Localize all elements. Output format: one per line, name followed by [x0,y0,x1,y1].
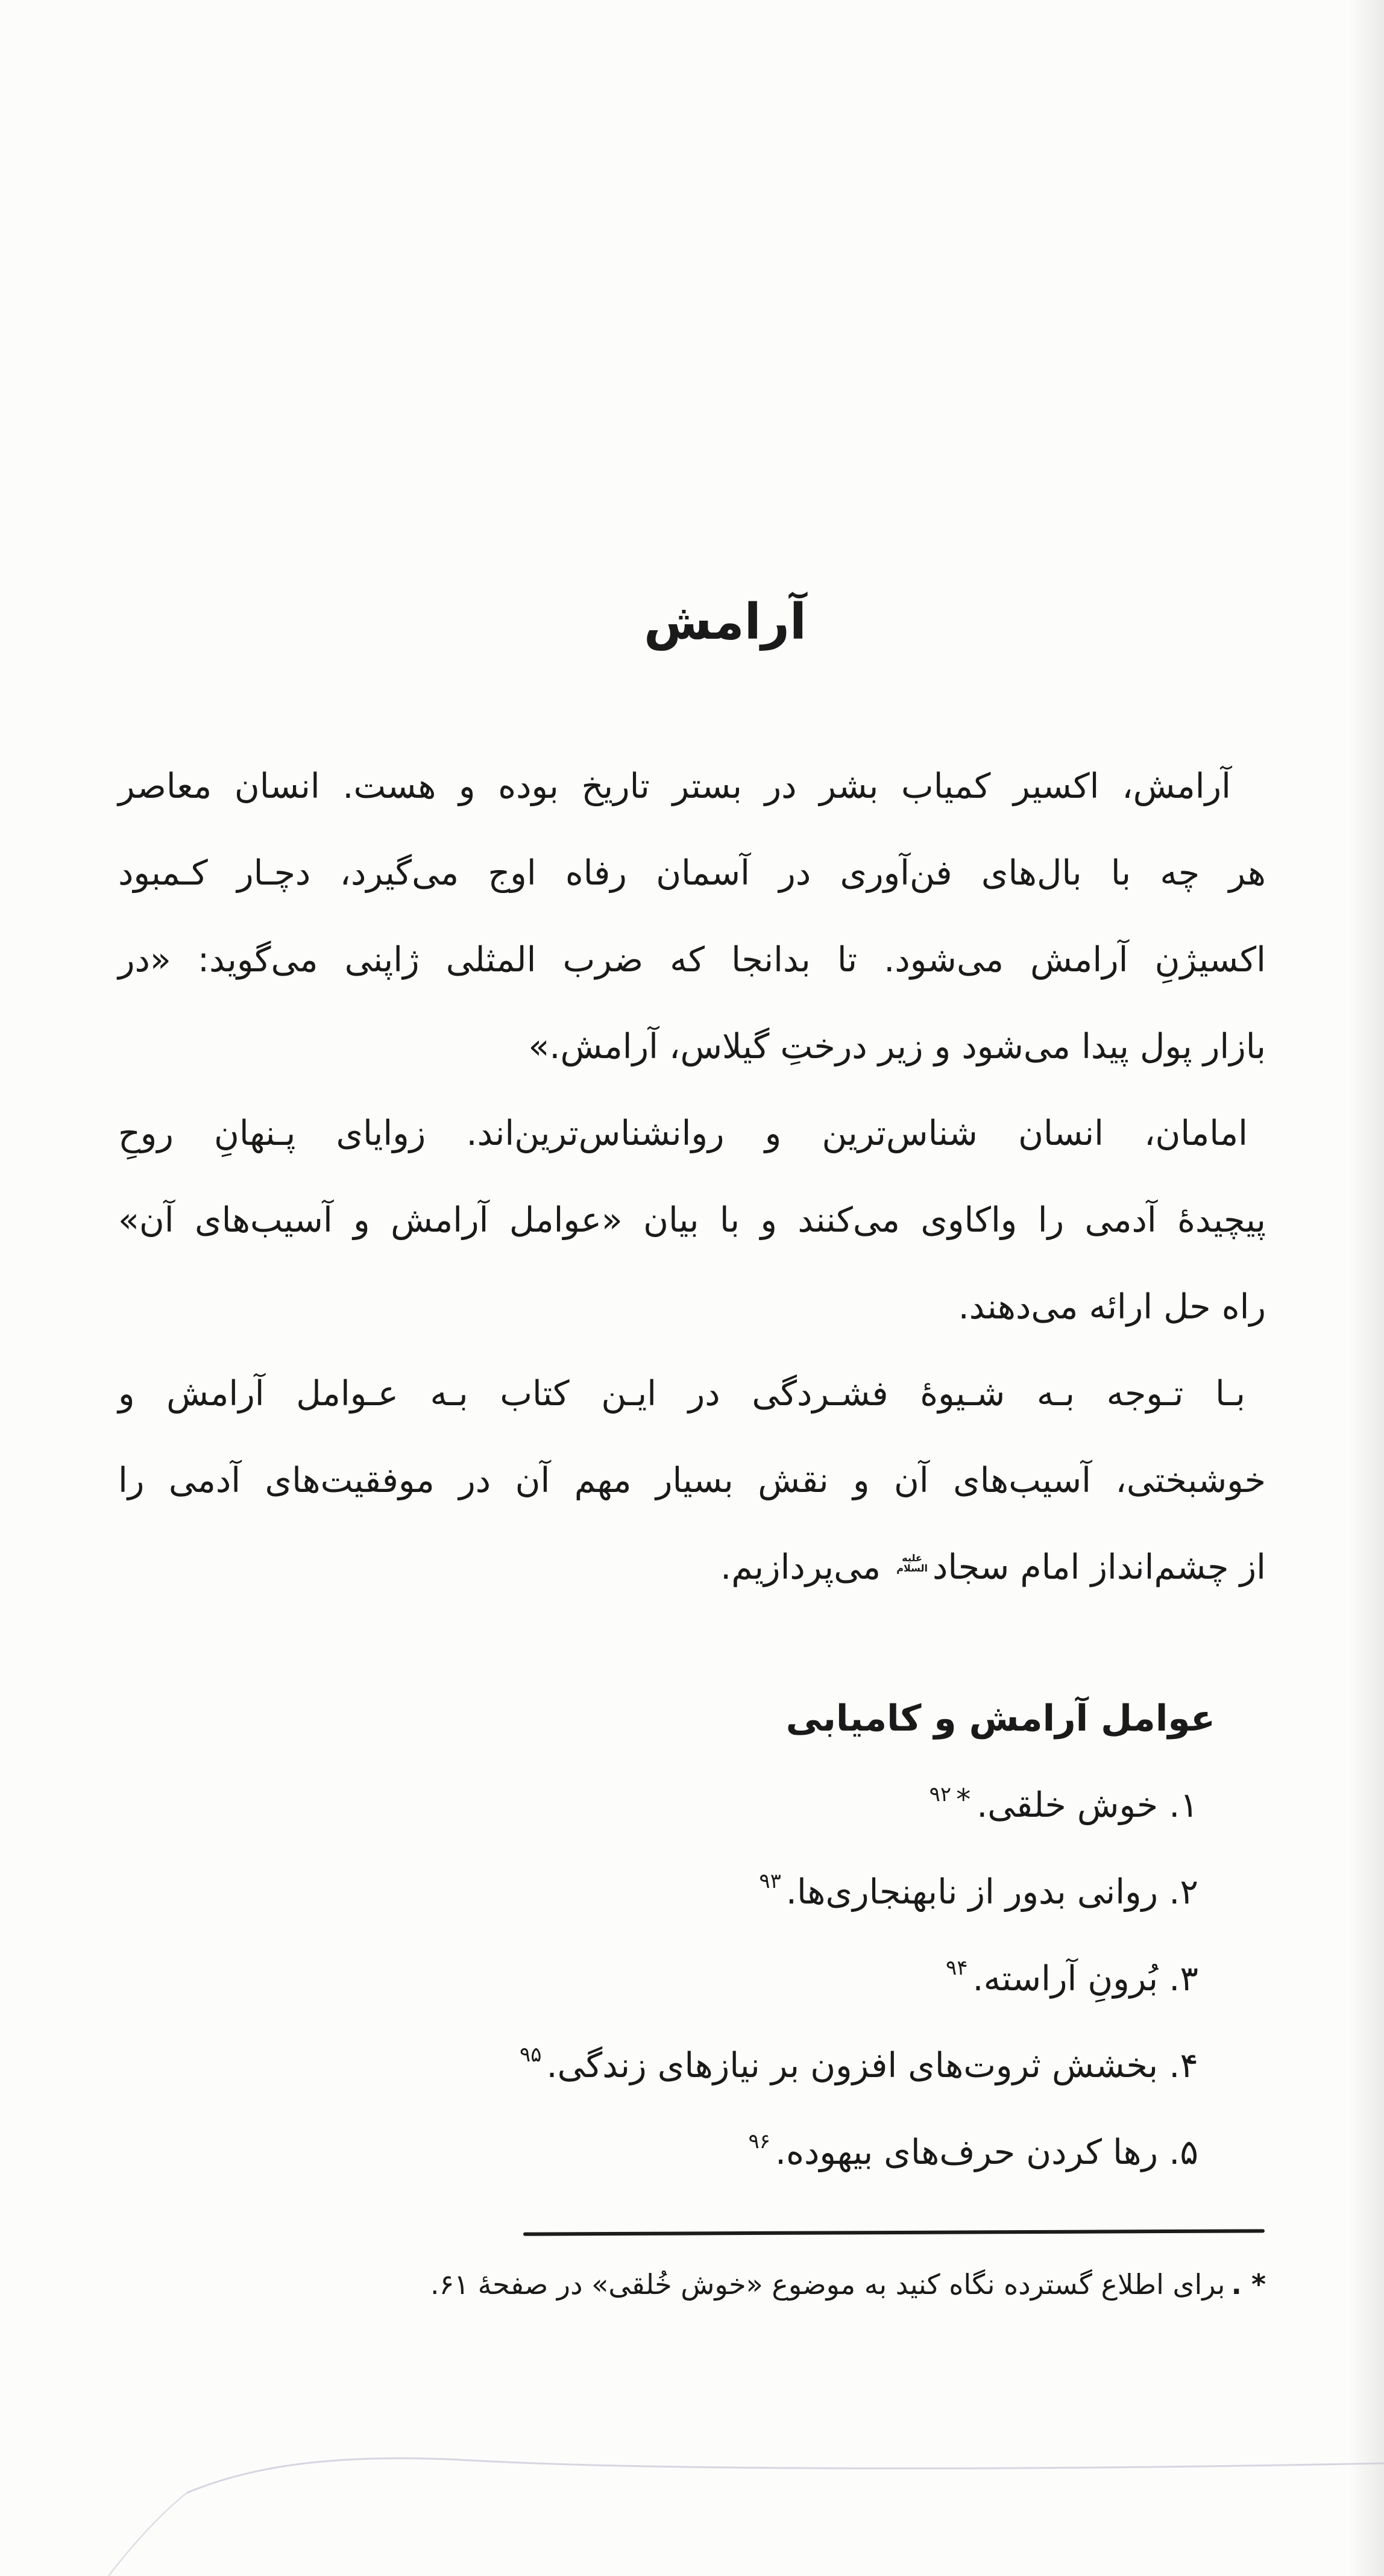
text-line: خوشبختی، آسیب‌های آن و نقش بسیار مهم آن در موفقیت‌های آدمی را [118,1461,1266,1500]
list-item-text: ۳. بُرونِ آراسته. [972,1959,1198,1999]
text-line: اکسیژنِ آرامش می‌شود. تا بدانجا که ضرب المثلی ژاپنی می‌گوید: «در [118,940,1266,980]
honorific-symbol: علیه السلام [896,1552,928,1575]
list-item-text: ۲. روانی بدور از نابهنجاری‌ها. [785,1872,1198,1912]
footnote-text: برای اطلاع گسترده نگاه کنید به موضوع «خوش خُلقی» در صفحهٔ ۶۱. [430,2268,1225,2301]
list-item [118,1849,1266,1935]
footnote [118,2258,1266,2310]
text-line: آرامش، اکسیر کمیاب بشر در بستر تاریخ بوده و هست. انسان معاصر [118,766,1231,806]
page-curl-shadow [0,2395,1384,2576]
list-item [118,2109,1266,2196]
chapter-title: آرامش [643,594,807,651]
endnote-number: ۹۳ [759,1869,781,1893]
section-heading: عوامل آرامش و کامیابی [785,1697,1215,1740]
footnote-star-marker: * [956,1783,971,1817]
endnote-number: ۹۶ [748,2129,771,2154]
paragraph [118,743,1266,1090]
footnote-marker: * . [1231,2268,1266,2301]
page-edge-shading [1349,0,1384,2576]
paragraph [118,1350,1266,1611]
endnote-number: ۹۵ [519,2043,542,2067]
list-item [118,1762,1266,1849]
endnote-number: ۹۴ [945,1956,968,1980]
text-line: راه حل ارائه می‌دهند. [958,1287,1266,1327]
list-item [118,1935,1266,2022]
list-item-text: ۵. رها کردن حرف‌های بیهوده. [775,2133,1198,2172]
endnote-number: ۹۲ [929,1782,952,1807]
page-content [118,743,1266,2310]
text-line: از چشم‌انداز امام سجاد علیه السلام می‌پردازیم. [720,1547,1266,1587]
text-line: امامان، انسان شناس‌ترین و روانشناس‌ترین‌اند. زوایای پـنهانِ روحِ [118,1114,1248,1153]
list-item-text: ۱. خوش خلقی. [977,1785,1198,1825]
text-line: بـا تـوجه بـه شـیوهٔ فشـردگی در ایـن کتاب بـه عـوامل آرامش و [118,1374,1245,1414]
list-item-text: ۴. بخشش ثروت‌های افزون بر نیازهای زندگی. [546,2046,1198,2086]
text-line: بازار پول پیدا می‌شود و زیر درختِ گیلاس، آرامش.» [528,1027,1266,1067]
footnote-divider [523,2229,1265,2236]
paragraph [118,1090,1266,1350]
body-paragraphs [118,743,1266,1611]
text-line: پیچیدهٔ آدمی را واکاوی می‌کنند و با بیان «عوامل آرامش و آسیب‌های آن» [118,1200,1266,1240]
text-line: هر چه با بال‌های فن‌آوری در آسمان رفاه اوج می‌گیرد، دچـار کـمبود [118,853,1266,893]
factors-list [118,1762,1266,2196]
list-item [118,2022,1266,2109]
